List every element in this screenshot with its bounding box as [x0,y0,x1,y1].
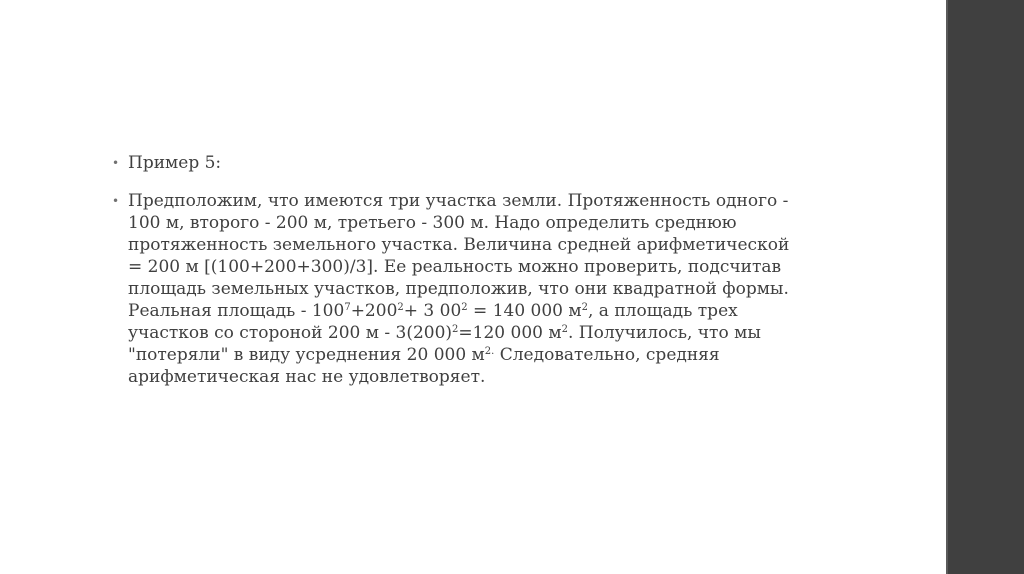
superscript: 2 [397,302,404,313]
text-run: Следовательно, средняя [494,345,720,365]
right-side-bar [948,0,1024,574]
text-run: = 140 000 м [467,301,582,321]
text-run: = 200 м [(100+200+300)/3]. Ее реальность можно проверить, подсчитав [128,257,782,277]
superscript: 2 [452,324,459,335]
text-run: Предположим, что имеются три участка земли. Протяженность одного - [128,191,789,211]
text-run: Реальная площадь - 100 [128,301,345,321]
text-run: 100 м, второго - 200 м, третьего - 300 м. Надо определить среднюю [128,213,737,233]
text-run: +200 [350,301,398,321]
bullet-example-body [108,190,838,388]
bullet-dot-icon: • [112,194,120,208]
superscript: 2 [581,302,588,313]
text-run: Пример 5: [128,153,222,173]
bullet-text [128,190,838,388]
text-line [128,344,838,366]
text-line [128,322,838,344]
text-line [128,300,838,322]
text-run: . Получилось, что мы [567,323,761,343]
text-run: площадь земельных участков, предположив, что они квадратной формы. [128,279,789,299]
bullet-example-title [108,152,838,174]
slide-body [108,152,838,404]
bullet-text [128,152,838,174]
text-run: + 3 00 [403,301,462,321]
text-run: участков со стороной 200 м - 3(200) [128,323,453,343]
text-run: арифметическая нас не удовлетворяет. [128,367,486,387]
text-run: протяженность земельного участка. Величина средней арифметической [128,235,790,255]
text-line [128,278,838,300]
text-line [128,212,838,234]
text-line [128,190,838,212]
superscript: 2. [484,346,495,357]
text-line [128,234,838,256]
text-line [128,366,838,388]
text-run: , а площадь трех [588,301,738,321]
superscript: 2 [461,302,468,313]
superscript: 2 [561,324,568,335]
text-line [128,152,838,174]
superscript: 7 [344,302,351,313]
bullet-dot-icon: • [112,156,120,170]
text-line [128,256,838,278]
text-run: =120 000 м [458,323,562,343]
text-run: "потеряли" в виду усреднения 20 000 м [128,345,485,365]
